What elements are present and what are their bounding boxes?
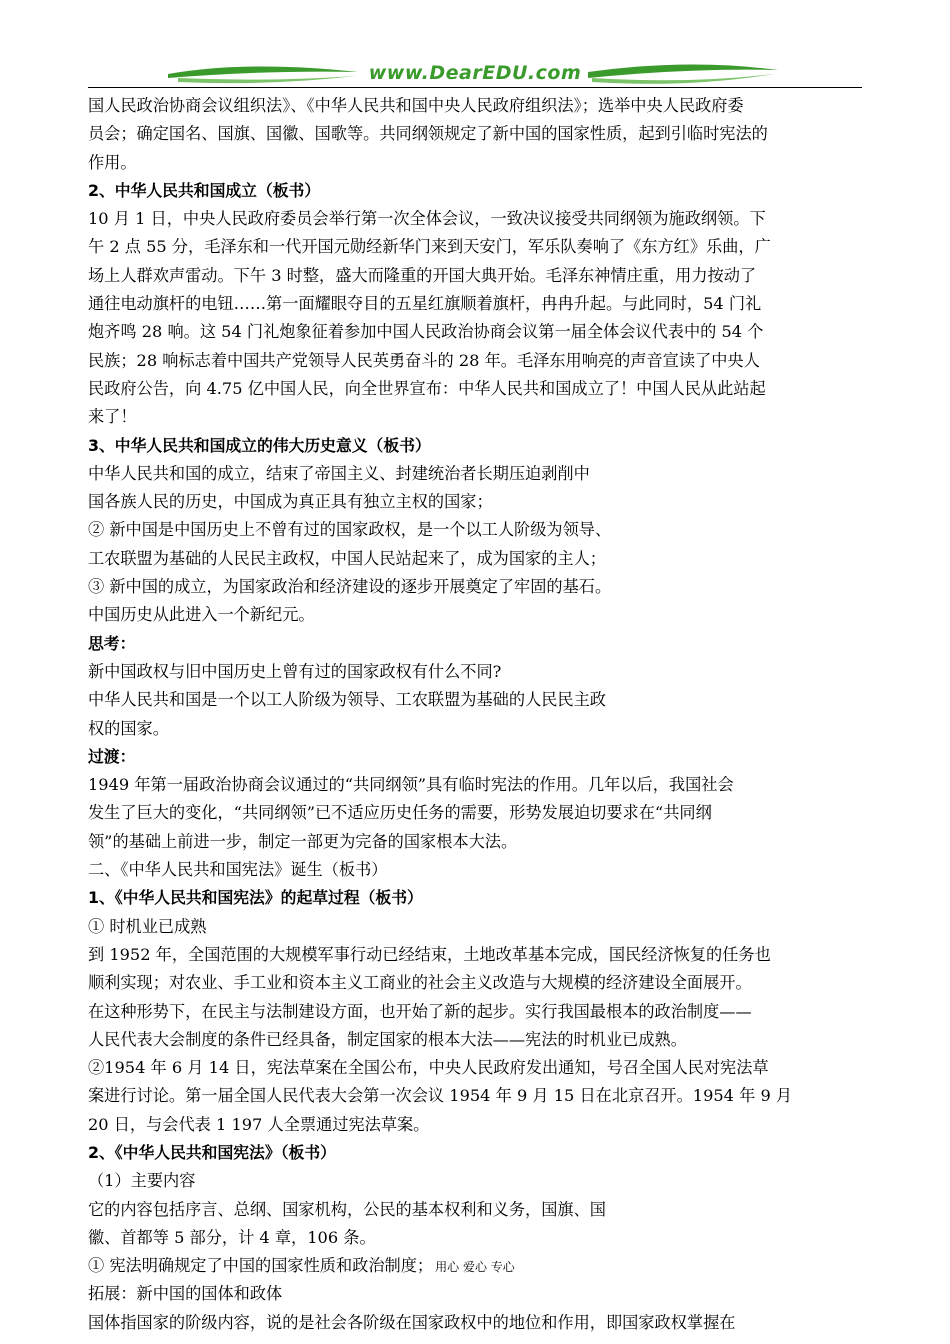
body-text-line: 民政府公告，向 4.75 亿中国人民，向全世界宣布：中华人民共和国成立了！中国人民从此站起 — [88, 378, 766, 398]
body-text-line: 中华人民共和国是一个以工人阶级为领导、工农联盟为基础的人民民主政 — [88, 690, 606, 710]
page-footer: 用心 爱心 专心 — [435, 1260, 515, 1274]
body-text-line: 领”的基础上前进一步，制定一部更为完备的国家根本大法。 — [88, 831, 518, 851]
header-divider — [88, 87, 862, 88]
body-text-line: 二、《中华人民共和国宪法》诞生（板书） — [88, 860, 388, 880]
body-text-line: 案进行讨论。第一届全国人民代表大会第一次会议 1954 年 9 月 15 日在北京召开。1954 年 9 月 — [88, 1086, 793, 1106]
body-text-line: 权的国家。 — [88, 718, 169, 738]
body-text-line: 场上人群欢声雷动。下午 3 时整，盛大而隆重的开国大典开始。毛泽东神情庄重，用力按动了 — [88, 265, 757, 285]
body-text-line: 顺利实现；对农业、手工业和资本主义工商业的社会主义改造与大规模的经济建设全面展开。 — [88, 973, 752, 993]
body-text-line: 国各族人民的历史，中国成为真正具有独立主权的国家； — [88, 492, 493, 512]
section-heading: 2、中华人民共和国成立（板书） — [88, 180, 321, 200]
body-text-line: ① 时机业已成熟 — [88, 916, 207, 936]
section-heading: 3、中华人民共和国成立的伟大历史意义（板书） — [88, 435, 431, 455]
body-text-line: 国体指国家的阶级内容，说的是社会各阶级在国家政权中的地位和作用，即国家政权掌握在 — [88, 1312, 736, 1332]
body-text-line: ③ 新中国的成立，为国家政治和经济建设的逐步开展奠定了牢固的基石。 — [88, 577, 612, 597]
body-text-line: 作用。 — [88, 152, 137, 172]
body-text-line: ① 宪法明确规定了中国的国家性质和政治制度； — [88, 1256, 434, 1276]
body-text-line: 中国历史从此进入一个新纪元。 — [88, 605, 315, 625]
document-body — [88, 92, 862, 1337]
body-text-line: 在这种形势下，在民主与法制建设方面，也开始了新的起步。实行我国最根本的政治制度—— — [88, 1001, 752, 1021]
body-text-line: 新中国政权与旧中国历史上曾有过的国家政权有什么不同? — [88, 661, 502, 681]
body-text-line: 到 1952 年，全国范围的大规模军事行动已经结束，土地改革基本完成，国民经济恢复的任务也 — [88, 944, 771, 964]
body-text-line: 拓展：新中国的国体和政体 — [88, 1284, 283, 1304]
body-text-line: 来了！ — [88, 407, 137, 427]
body-text-line: 它的内容包括序言、总纲、国家机构，公民的基本权利和义务，国旗、国 — [88, 1199, 606, 1219]
body-text-line: 发生了巨大的变化，“共同纲领”已不适应历史任务的需要，形势发展迫切要求在“共同纲 — [88, 803, 712, 823]
section-heading: 过渡： — [88, 746, 136, 766]
body-text-line: 10 月 1 日，中央人民政府委员会举行第一次全体会议，一致决议接受共同纲领为施政纲领。下 — [88, 209, 766, 229]
body-text-line: 20 日，与会代表 1 197 人全票通过宪法草案。 — [88, 1114, 430, 1134]
body-text-line: 1949 年第一届政治协商会议通过的“共同纲领”具有临时宪法的作用。几年以后，我国社会 — [88, 775, 734, 795]
body-text-line: 员会；确定国名、国旗、国徽、国歌等。共同纲领规定了新中国的国家性质，起到引临时宪法的 — [88, 124, 768, 144]
body-text-line: 民族；28 响标志着中国共产党领导人民英勇奋斗的 28 年。毛泽东用响亮的声音宣读了中央人 — [88, 350, 760, 370]
body-text-line: 人民代表大会制度的条件已经具备，制定国家的根本大法——宪法的时机业已成熟。 — [88, 1029, 687, 1049]
body-text-line: 通往电动旗杆的电钮……第一面耀眼夺目的五星红旗顺着旗杆，冉冉升起。与此同时，54 门礼 — [88, 294, 762, 314]
site-logo-text[interactable]: www.DearEDU.com — [368, 62, 582, 84]
site-header — [88, 52, 862, 92]
body-text-line: 午 2 点 55 分，毛泽东和一代开国元勋经新华门来到天安门，军乐队奏响了《东方红》乐曲，广 — [88, 237, 771, 257]
section-heading: 2、《中华人民共和国宪法》（板书） — [88, 1142, 336, 1162]
section-heading: 1、《中华人民共和国宪法》的起草过程（板书） — [88, 888, 423, 908]
body-text-line: 工农联盟为基础的人民民主政权，中国人民站起来了，成为国家的主人； — [88, 548, 606, 568]
body-text-line: ②1954 年 6 月 14 日，宪法草案在全国公布，中央人民政府发出通知，号召全国人民对宪法草 — [88, 1058, 769, 1078]
section-heading: 思考： — [88, 633, 136, 653]
body-text-line: 国人民政治协商会议组织法》、《中华人民共和国中央人民政府组织法》；选举中央人民政府委 — [88, 96, 744, 115]
body-text-line: 炮齐鸣 28 响。这 54 门礼炮象征着参加中国人民政治协商会议第一届全体会议代表中的 54 个 — [88, 322, 764, 342]
body-text-line: 徽、首都等 5 部分，计 4 章，106 条。 — [88, 1227, 376, 1247]
body-text-line: 中华人民共和国的成立，结束了帝国主义、封建统治者长期压迫剥削中 — [88, 463, 590, 483]
body-text-line: ② 新中国是中国历史上不曾有过的国家政权，是一个以工人阶级为领导、 — [88, 520, 612, 540]
body-text-line: （1）主要内容 — [88, 1171, 196, 1191]
